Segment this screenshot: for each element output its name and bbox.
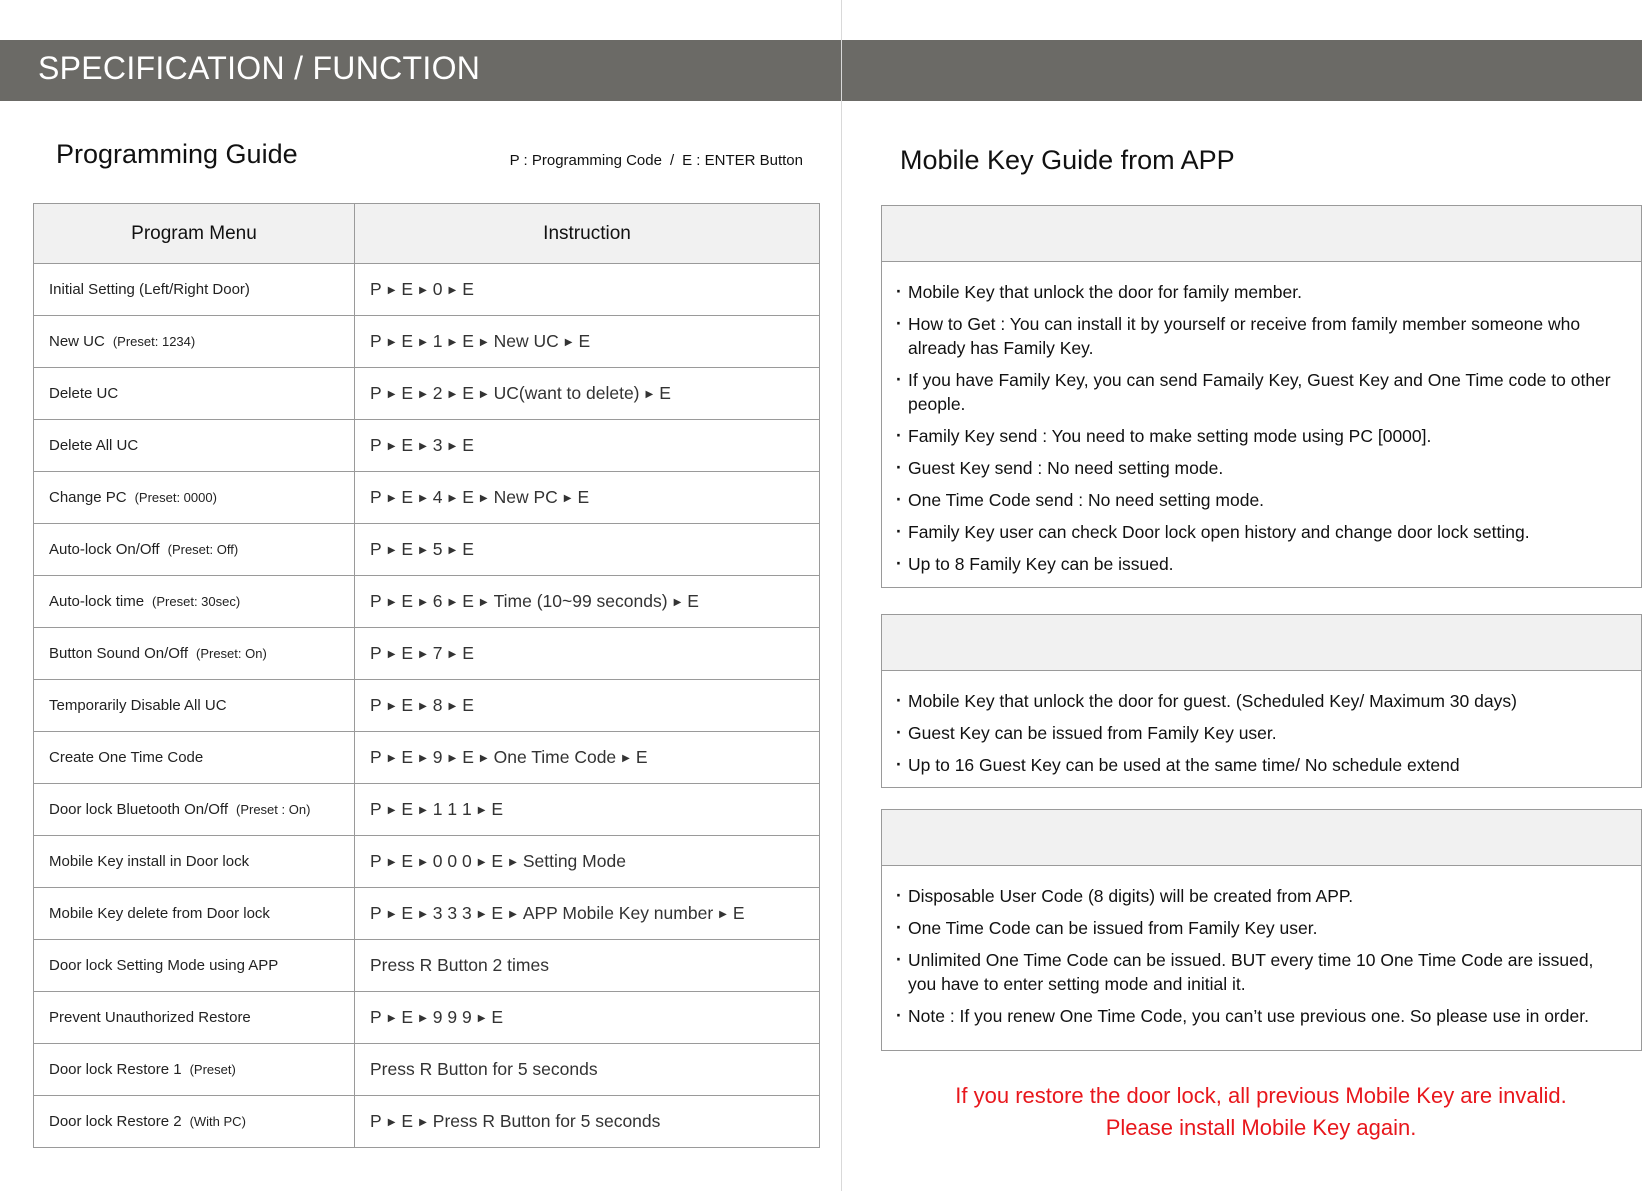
step: E <box>401 1007 414 1027</box>
column-header-menu: Program Menu <box>34 204 355 264</box>
step-arrow-icon: ▶ <box>419 389 427 400</box>
guest-key-section <box>881 614 1642 788</box>
step: 9 <box>432 747 443 767</box>
preset-value: (Preset : On) <box>235 802 311 817</box>
step: P <box>370 279 382 299</box>
step-arrow-icon: ▶ <box>448 597 457 608</box>
step-arrow-icon: ▶ <box>419 493 427 504</box>
step-arrow-icon: ▶ <box>419 857 427 868</box>
step-arrow-icon: ▶ <box>387 701 396 712</box>
step: 0 <box>432 279 443 299</box>
step: E <box>732 903 745 923</box>
step-arrow-icon: ▶ <box>387 545 396 556</box>
step: 0 0 0 <box>432 851 472 871</box>
step: E <box>401 851 414 871</box>
step-arrow-icon: ▶ <box>419 1117 427 1128</box>
warning-line-2: Please install Mobile Key again. <box>1105 1115 1417 1140</box>
section-body <box>882 671 1641 791</box>
instruction-cell <box>355 420 820 472</box>
programming-guide-title: Programming Guide <box>56 139 298 169</box>
instruction-cell <box>355 836 820 888</box>
step-arrow-icon: ▶ <box>419 649 427 660</box>
table-row <box>34 1044 820 1096</box>
table-row <box>34 836 820 888</box>
step-arrow-icon: ▶ <box>448 753 457 764</box>
preset-value: (Preset: Off) <box>167 542 239 557</box>
step: P <box>370 1111 382 1131</box>
one-time-code-section <box>881 809 1642 1051</box>
restore-warning <box>880 1080 1642 1144</box>
step-arrow-icon: ▶ <box>419 441 427 452</box>
step-arrow-icon: ▶ <box>448 545 457 556</box>
step-arrow-icon: ▶ <box>477 1013 486 1024</box>
table-row <box>34 1096 820 1148</box>
bullet-item: · If you have Family Key, you can send Famaily Key, Guest Key and One Time code to other people. <box>896 368 1621 416</box>
bullet-item: · Up to 16 Guest Key can be used at the same time/ No schedule extend <box>896 753 1621 777</box>
section-heading <box>882 206 1641 262</box>
step-arrow-icon: ▶ <box>387 337 396 348</box>
instruction-cell <box>355 1044 820 1096</box>
step: E <box>462 695 474 715</box>
menu-label: Delete UC <box>49 385 119 402</box>
table-row <box>34 368 820 420</box>
bullet-item: · Note : If you renew One Time Code, you can’t use previous one. So please use in order. <box>896 1004 1621 1028</box>
step: E <box>659 383 671 403</box>
step-arrow-icon: ▶ <box>387 389 396 400</box>
instruction-cell <box>355 576 820 628</box>
program-menu-cell <box>34 368 355 420</box>
step: P <box>370 591 382 611</box>
step-arrow-icon: ▶ <box>564 337 573 348</box>
step-arrow-icon: ▶ <box>419 701 427 712</box>
bullet-item: · Guest Key can be issued from Family Key user. <box>896 721 1621 745</box>
warning-line-1: If you restore the door lock, all previous Mobile Key are invalid. <box>955 1083 1567 1108</box>
step: E <box>401 435 414 455</box>
program-menu-cell <box>34 628 355 680</box>
step-arrow-icon: ▶ <box>448 493 457 504</box>
step: 1 <box>432 331 443 351</box>
step-arrow-icon: ▶ <box>387 753 396 764</box>
menu-label: Door lock Restore 1 <box>49 1061 182 1078</box>
program-menu-cell <box>34 836 355 888</box>
step: P <box>370 903 382 923</box>
step-arrow-icon: ▶ <box>448 701 457 712</box>
step: 7 <box>432 643 443 663</box>
step-arrow-icon: ▶ <box>509 857 517 868</box>
step-arrow-icon: ▶ <box>419 337 427 348</box>
step: APP Mobile Key number <box>522 903 714 923</box>
step: E <box>401 799 414 819</box>
step: E <box>401 1111 414 1131</box>
step: E <box>578 331 591 351</box>
bullet-item: · How to Get : You can install it by yourself or receive from family member someone who already has Family Key. <box>896 312 1621 360</box>
page-title: SPECIFICATION / FUNCTION <box>38 50 481 86</box>
step-arrow-icon: ▶ <box>479 493 488 504</box>
program-menu-cell <box>34 732 355 784</box>
step: E <box>462 383 474 403</box>
step: E <box>491 799 504 819</box>
step: 3 <box>432 435 443 455</box>
preset-value: (Preset) <box>189 1062 236 1077</box>
program-menu-cell <box>34 1044 355 1096</box>
bullet-item: · Up to 8 Family Key can be issued. <box>896 552 1621 576</box>
step: P <box>370 643 382 663</box>
table-header-row <box>34 204 820 264</box>
menu-label: Mobile Key install in Door lock <box>49 853 250 870</box>
step: E <box>687 591 699 611</box>
program-menu-cell <box>34 316 355 368</box>
step: P <box>370 851 382 871</box>
instruction-cell <box>355 888 820 940</box>
step-arrow-icon: ▶ <box>419 597 427 608</box>
step-arrow-icon: ▶ <box>479 597 488 608</box>
instruction-cell <box>355 992 820 1044</box>
step: P <box>370 331 382 351</box>
bullet-item: · Family Key send : You need to make setting mode using PC [0000]. <box>896 424 1621 448</box>
step-arrow-icon: ▶ <box>477 805 486 816</box>
program-menu-cell <box>34 888 355 940</box>
section-heading <box>882 810 1641 866</box>
step: 6 <box>432 591 443 611</box>
instruction-cell <box>355 524 820 576</box>
instruction-cell <box>355 368 820 420</box>
step: UC(want to delete) <box>493 383 640 403</box>
instruction-cell <box>355 784 820 836</box>
step: E <box>401 747 414 767</box>
instruction-cell <box>355 472 820 524</box>
step: E <box>635 747 648 767</box>
bullet-item: · One Time Code send : No need setting mode. <box>896 488 1621 512</box>
programming-table <box>33 203 820 1148</box>
step-arrow-icon: ▶ <box>479 753 488 764</box>
menu-label: New UC <box>49 333 105 350</box>
step-arrow-icon: ▶ <box>645 389 654 400</box>
menu-label: Delete All UC <box>49 437 139 454</box>
step: E <box>462 487 474 507</box>
legend-e: E : ENTER Button <box>682 152 803 169</box>
step-arrow-icon: ▶ <box>477 909 486 920</box>
step: 4 <box>432 487 443 507</box>
step-arrow-icon: ▶ <box>419 285 427 296</box>
step: P <box>370 799 382 819</box>
step: E <box>401 695 414 715</box>
step-arrow-icon: ▶ <box>387 909 396 920</box>
preset-value: (With PC) <box>189 1114 246 1129</box>
step: E <box>462 279 474 299</box>
preset-value: (Preset: 1234) <box>112 334 196 349</box>
table-body <box>34 264 820 1148</box>
table-row <box>34 784 820 836</box>
instruction-cell <box>355 940 820 992</box>
step-arrow-icon: ▶ <box>387 597 396 608</box>
step: E <box>401 279 414 299</box>
bullet-item: · Mobile Key that unlock the door for family member. <box>896 280 1621 304</box>
step: Setting Mode <box>522 851 626 871</box>
step: P <box>370 383 382 403</box>
table-row <box>34 472 820 524</box>
step-arrow-icon: ▶ <box>387 649 396 660</box>
instruction-cell <box>355 264 820 316</box>
header-banner-right <box>842 40 1642 101</box>
step: E <box>462 591 474 611</box>
menu-label: Temporarily Disable All UC <box>49 697 227 714</box>
menu-label: Prevent Unauthorized Restore <box>49 1009 251 1026</box>
column-header-instruction: Instruction <box>355 204 820 264</box>
code-legend <box>510 152 803 169</box>
bullet-item: · Unlimited One Time Code can be issued. BUT every time 10 One Time Code are issued, you have to enter setting mode and initial it. <box>896 948 1621 996</box>
menu-label: Initial Setting (Left/Right Door) <box>49 281 250 298</box>
instruction-cell <box>355 680 820 732</box>
step: 5 <box>432 539 443 559</box>
step-arrow-icon: ▶ <box>448 649 457 660</box>
step: E <box>491 851 504 871</box>
menu-label: Auto-lock On/Off <box>49 541 160 558</box>
step: 2 <box>432 383 443 403</box>
table-row <box>34 316 820 368</box>
step: P <box>370 747 382 767</box>
program-menu-cell <box>34 264 355 316</box>
bullet-item: · Guest Key send : No need setting mode. <box>896 456 1621 480</box>
table-row <box>34 732 820 784</box>
step: E <box>462 747 474 767</box>
step-arrow-icon: ▶ <box>387 1013 396 1024</box>
step-arrow-icon: ▶ <box>419 909 427 920</box>
step-arrow-icon: ▶ <box>479 389 488 400</box>
step-arrow-icon: ▶ <box>448 441 457 452</box>
bullet-item: · One Time Code can be issued from Family Key user. <box>896 916 1621 940</box>
section-heading <box>882 615 1641 671</box>
step: 3 3 3 <box>432 903 472 923</box>
program-menu-cell <box>34 940 355 992</box>
step-arrow-icon: ▶ <box>387 805 396 816</box>
preset-value: (Preset: 30sec) <box>152 594 241 609</box>
program-menu-cell <box>34 472 355 524</box>
program-menu-cell <box>34 1096 355 1148</box>
step-arrow-icon: ▶ <box>477 857 486 868</box>
step: 9 9 9 <box>432 1007 472 1027</box>
step: E <box>577 487 590 507</box>
preset-value: (Preset: 0000) <box>134 490 217 505</box>
step: P <box>370 695 382 715</box>
step-arrow-icon: ▶ <box>387 441 396 452</box>
step: E <box>491 903 504 923</box>
step-arrow-icon: ▶ <box>509 909 517 920</box>
step: One Time Code <box>493 747 617 767</box>
step-arrow-icon: ▶ <box>387 285 396 296</box>
table-row <box>34 576 820 628</box>
step-arrow-icon: ▶ <box>419 805 427 816</box>
menu-label: Button Sound On/Off <box>49 645 188 662</box>
step: E <box>401 903 414 923</box>
step-arrow-icon: ▶ <box>448 285 457 296</box>
instruction-cell <box>355 316 820 368</box>
table-row <box>34 264 820 316</box>
instruction-cell <box>355 732 820 784</box>
legend-separator: / <box>669 152 675 169</box>
menu-label: Door lock Bluetooth On/Off <box>49 801 228 818</box>
program-menu-cell <box>34 576 355 628</box>
step-arrow-icon: ▶ <box>419 753 427 764</box>
program-menu-cell <box>34 680 355 732</box>
step-arrow-icon: ▶ <box>622 753 630 764</box>
menu-label: Auto-lock time <box>49 593 145 610</box>
step: E <box>401 591 414 611</box>
legend-p: P : Programming Code <box>509 152 662 169</box>
step: 1 1 1 <box>432 799 472 819</box>
step: E <box>401 643 414 663</box>
step: E <box>401 383 414 403</box>
table-row <box>34 680 820 732</box>
menu-label: Change PC <box>49 489 127 506</box>
table-row <box>34 420 820 472</box>
step: E <box>401 539 414 559</box>
step-arrow-icon: ▶ <box>448 389 457 400</box>
menu-label: Create One Time Code <box>49 749 204 766</box>
step-arrow-icon: ▶ <box>719 909 727 920</box>
step: Press R Button 2 times <box>370 955 549 975</box>
table-row <box>34 628 820 680</box>
step-arrow-icon: ▶ <box>479 337 488 348</box>
step: P <box>370 539 382 559</box>
step-arrow-icon: ▶ <box>387 1117 396 1128</box>
step: P <box>370 1007 382 1027</box>
step: New UC <box>493 331 559 351</box>
section-body <box>882 866 1641 1042</box>
menu-label: Door lock Setting Mode using APP <box>49 957 279 974</box>
table-row <box>34 524 820 576</box>
step-arrow-icon: ▶ <box>563 493 572 504</box>
header-banner <box>0 40 841 101</box>
step-arrow-icon: ▶ <box>673 597 682 608</box>
step: 8 <box>432 695 443 715</box>
menu-label: Door lock Restore 2 <box>49 1113 182 1130</box>
step: E <box>401 331 414 351</box>
preset-value: (Preset: On) <box>195 646 267 661</box>
step: New PC <box>493 487 558 507</box>
step: E <box>462 643 474 663</box>
step-arrow-icon: ▶ <box>419 545 427 556</box>
step-arrow-icon: ▶ <box>448 337 457 348</box>
table-row <box>34 992 820 1044</box>
step: Press R Button for 5 seconds <box>370 1059 598 1079</box>
step: P <box>370 487 382 507</box>
step: E <box>462 539 474 559</box>
bullet-item: · Mobile Key that unlock the door for guest. (Scheduled Key/ Maximum 30 days) <box>896 689 1621 713</box>
step: E <box>401 487 414 507</box>
instruction-cell <box>355 1096 820 1148</box>
bullet-item: · Family Key user can check Door lock open history and change door lock setting. <box>896 520 1621 544</box>
menu-label: Mobile Key delete from Door lock <box>49 905 270 922</box>
step: E <box>462 331 474 351</box>
program-menu-cell <box>34 524 355 576</box>
program-menu-cell <box>34 992 355 1044</box>
step: Press R Button for 5 seconds <box>432 1111 661 1131</box>
page-divider <box>841 0 842 1191</box>
step-arrow-icon: ▶ <box>419 1013 427 1024</box>
instruction-cell <box>355 628 820 680</box>
step: Time (10~99 seconds) <box>493 591 668 611</box>
section-body <box>882 262 1641 590</box>
program-menu-cell <box>34 420 355 472</box>
table-row <box>34 940 820 992</box>
step-arrow-icon: ▶ <box>387 493 396 504</box>
step: E <box>462 435 474 455</box>
mobile-key-guide-title: Mobile Key Guide from APP <box>900 145 1235 175</box>
family-key-section <box>881 205 1642 588</box>
step: P <box>370 435 382 455</box>
bullet-item: · Disposable User Code (8 digits) will be created from APP. <box>896 884 1621 908</box>
program-menu-cell <box>34 784 355 836</box>
table-row <box>34 888 820 940</box>
step-arrow-icon: ▶ <box>387 857 396 868</box>
step: E <box>491 1007 504 1027</box>
